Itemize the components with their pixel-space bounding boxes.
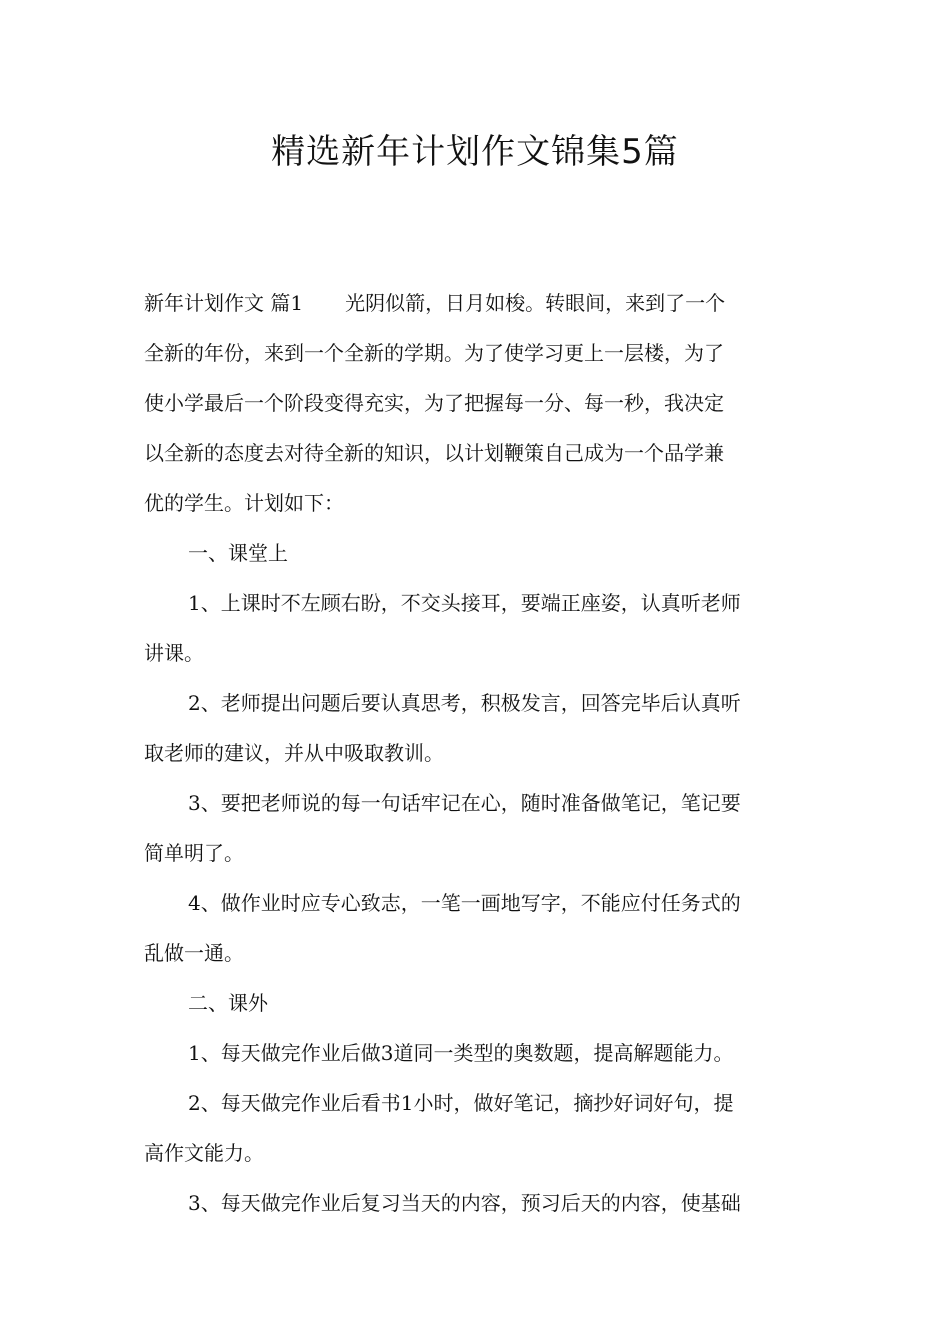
section-heading: 二、课外 — [188, 991, 268, 1015]
paragraph-line: 1、每天做完作业后做3道同一类型的奥数题，提高解题能力。 — [188, 1041, 734, 1065]
paragraph-line: 高作文能力。 — [144, 1141, 264, 1165]
line-text: 光阴似箭，日月如梭。转眼间，来到了一个 — [345, 291, 726, 315]
paragraph-line: 优的学生。计划如下： — [144, 491, 344, 515]
paragraph-line: 取老师的建议，并从中吸取教训。 — [144, 741, 444, 765]
paragraph-line: 2、老师提出问题后要认真思考，积极发言，回答完毕后认真听 — [188, 691, 741, 715]
paragraph-line: 1、上课时不左顾右盼，不交头接耳，要端正座姿，认真听老师 — [188, 591, 741, 615]
paragraph-line: 3、每天做完作业后复习当天的内容，预习后天的内容，使基础 — [188, 1191, 741, 1215]
paragraph-line: 3、要把老师说的每一句话牢记在心，随时准备做笔记，笔记要 — [188, 791, 741, 815]
paragraph-line: 乱做一通。 — [144, 941, 244, 965]
section-heading: 一、课堂上 — [188, 541, 288, 565]
document-title: 精选新年计划作文锦集5篇 — [271, 132, 679, 172]
section-label: 新年计划作文 篇1 — [144, 291, 304, 315]
paragraph-line: 2、每天做完作业后看书1小时，做好笔记，摘抄好词好句，提 — [188, 1091, 734, 1115]
paragraph-line: 简单明了。 — [144, 841, 244, 865]
paragraph-line — [144, 278, 806, 328]
paragraph-line: 使小学最后一个阶段变得充实，为了把握每一分、每一秒，我决定 — [144, 391, 724, 415]
paragraph-line: 以全新的态度去对待全新的知识，以计划鞭策自己成为一个品学兼 — [144, 441, 724, 465]
document-body — [144, 278, 806, 1228]
paragraph-line: 全新的年份，来到一个全新的学期。为了使学习更上一层楼，为了 — [144, 341, 724, 365]
paragraph-line: 4、做作业时应专心致志，一笔一画地写字，不能应付任务式的 — [188, 891, 741, 915]
paragraph-line: 讲课。 — [144, 641, 204, 665]
